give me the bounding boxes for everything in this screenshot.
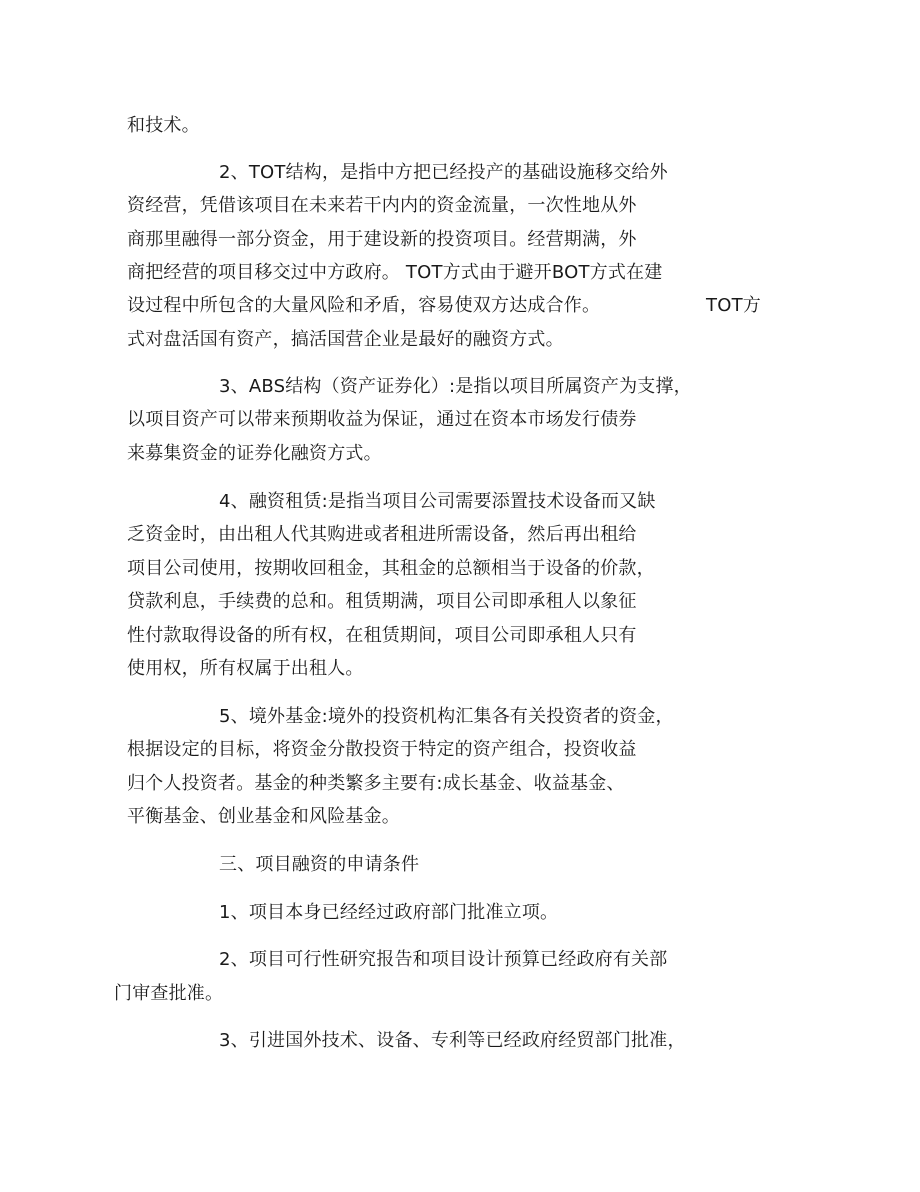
text-line: 式对盘活国有资产，搞活国营企业是最好的融资方式。 [127, 329, 564, 350]
text-line: 乏资金时，由出租人代其购进或者租进所需设备，然后再出租给 [127, 524, 637, 545]
text-line: 资经营，凭借该项目在未来若干内内的资金流量，一次性地从外 [127, 195, 637, 216]
text-line: 2、项目可行性研究报告和项目设计预算已经政府有关部 [219, 949, 668, 970]
text-line: 来募集资金的证券化融资方式。 [127, 443, 382, 464]
text-line: 根据设定的目标，将资金分散投资于特定的资产组合，投资收益 [127, 739, 637, 760]
section-heading: 三、项目融资的申请条件 [219, 854, 420, 875]
text-line: 门审查批准。 [114, 983, 224, 1004]
text-line: 性付款取得设备的所有权，在租赁期间，项目公司即承租人只有 [127, 625, 637, 646]
text-line: 设过程中所包含的大量风险和矛盾，容易使双方达成合作。 [127, 295, 601, 316]
text-line: 以项目资产可以带来预期收益为保证，通过在资本市场发行债券 [127, 409, 637, 430]
text-line: 4、融资租赁:是指当项目公司需要添置技术设备而又缺 [219, 491, 656, 512]
text-line: 平衡基金、创业基金和风险基金。 [127, 806, 400, 827]
text-line: 和技术。 [127, 115, 200, 136]
text-line: 5、境外基金:境外的投资机构汇集各有关投资者的资金， [219, 706, 674, 727]
text-line: TOT方 [706, 295, 761, 316]
text-line: 项目公司使用，按期收回租金，其租金的总额相当于设备的价款， [127, 558, 655, 579]
text-line: 2、TOT结构，是指中方把已经投产的基础设施移交给外 [219, 162, 668, 183]
text-line: 1、项目本身已经经过政府部门批准立项。 [219, 902, 559, 923]
text-line: 贷款利息，手续费的总和。租赁期满，项目公司即承租人以象征 [127, 591, 637, 612]
text-line: 商把经营的项目移交过中方政府。 TOT方式由于避开BOT方式在建 [127, 262, 663, 283]
text-line: 商那里融得一部分资金，用于建设新的投资项目。经营期满，外 [127, 229, 637, 250]
text-line: 归个人投资者。基金的种类繁多主要有:成长基金、收益基金、 [127, 773, 625, 794]
text-line: 使用权，所有权属于出租人。 [127, 658, 364, 679]
text-line: 3、ABS结构（资产证券化）:是指以项目所属资产为支撑， [219, 376, 692, 397]
text-line: 3、引进国外技术、设备、专利等已经政府经贸部门批准， [219, 1030, 686, 1051]
